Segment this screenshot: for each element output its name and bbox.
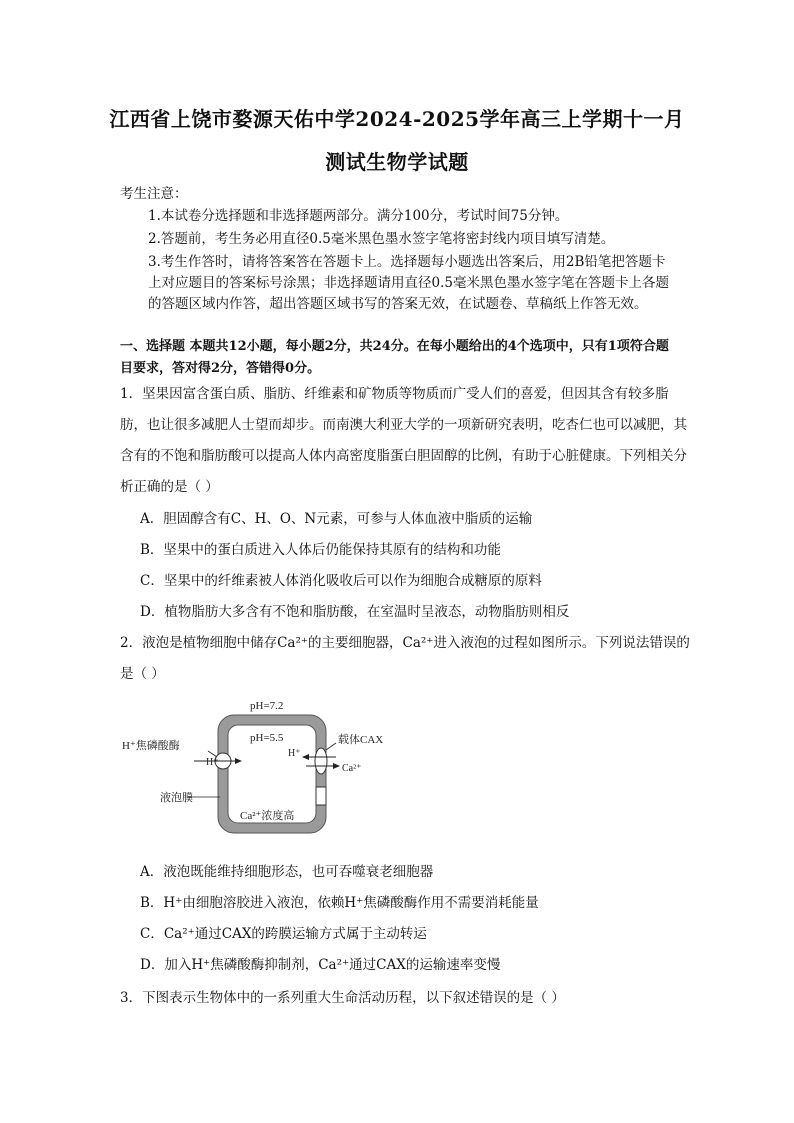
note-item-2: 2.答题前，考生务必用直径0.5毫米黑色墨水签字笔将密封线内项目填写清楚。 [148, 231, 615, 247]
question-1-stem: 1．坚果因富含蛋白质、脂肪、纤维素和矿物质等物质而广受人们的喜爱，但因其含有较多脂肪，也让很多减肥人士望而却步。而南澳大利亚大学的一项新研究表明，吃杏仁也可以减肥，其含有的不饱和脂肪酸可以提高人体内高密度脂蛋白胆固醇的比例，有助于心脏健康。下列相关分析正确的是（ ） [120, 386, 687, 495]
question-1-option-c: C．坚果中的纤维素被人体消化吸收后可以作为细胞合成糖原的原料 [140, 573, 542, 589]
h-left-label: H⁺ [206, 757, 219, 768]
question-2-option-b: B．H⁺由细胞溶胶进入液泡，依赖H⁺焦磷酸酶作用不需要消耗能量 [140, 895, 539, 911]
membrane-label: 液泡膜 [160, 792, 193, 804]
carrier-icon [315, 748, 327, 774]
note-item-3: 3.考生作答时，请将答案答在答题卡上。选择题每小题选出答案后，用2B铅笔把答题卡上对应题目的答案标号涂黑；非选择题请用直径0.5毫米黑色墨水签字笔在答题卡上各题的答题区域内作答，超出答题区域书写的答案无效，在试题卷、草稿纸上作答无效。 [148, 254, 669, 312]
question-1-option-b: B．坚果中的蛋白质进入人体后仍能保持其原有的结构和功能 [140, 542, 501, 558]
question-2-option-c: C．Ca²⁺通过CAX的跨膜运输方式属于主动转运 [140, 926, 427, 942]
ph-inner-label: pH=5.5 [250, 732, 284, 744]
ca-high-label: Ca²⁺浓度高 [240, 810, 295, 822]
question-3-stem: 3．下图表示生物体中的一系列重大生命活动历程，以下叙述错误的是（ ） [120, 990, 565, 1006]
pump-label: H⁺焦磷酸酶 [122, 740, 180, 752]
carrier-label: 载体CAX [338, 734, 384, 746]
question-2-option-a: A．液泡既能维持细胞形态，也可吞噬衰老细胞器 [140, 864, 434, 880]
question-2-option-d: D．加入H⁺焦磷酸酶抑制剂，Ca²⁺通过CAX的运输速率变慢 [140, 957, 501, 973]
note-item-1: 1.本试卷分选择题和非选择题两部分。满分100分，考试时间75分钟。 [148, 208, 569, 224]
section-heading: 一、选择题 本题共12小题，每小题2分，共24分。在每小题给出的4个选项中，只有1项符合题目要求，答对得2分，答错得0分。 [120, 339, 669, 376]
channel-icon [316, 787, 326, 805]
h-right-label: H⁺ [288, 748, 301, 759]
ph-outer-label: pH=7.2 [250, 700, 284, 712]
notes-heading: 考生注意： [120, 186, 188, 202]
question-2-stem: 2．液泡是植物细胞中储存Ca²⁺的主要细胞器，Ca²⁺进入液泡的过程如图所示。下列说法错误的是（ ） [120, 635, 690, 682]
vacuole-diagram [118, 695, 408, 845]
question-1-option-d: D．植物脂肪大多含有不饱和脂肪酸，在室温时呈液态，动物脂肪则相反 [140, 604, 570, 620]
exam-title-line1: 江西省上饶市婺源天佑中学2024-2025学年高三上学期十一月 [109, 107, 685, 131]
question-1-option-a: A．胆固醇含有C、H、O、N元素，可参与人体血液中脂质的运输 [140, 511, 533, 527]
ca-right-label: Ca²⁺ [342, 763, 362, 774]
exam-title-line2: 测试生物学试题 [325, 150, 469, 174]
